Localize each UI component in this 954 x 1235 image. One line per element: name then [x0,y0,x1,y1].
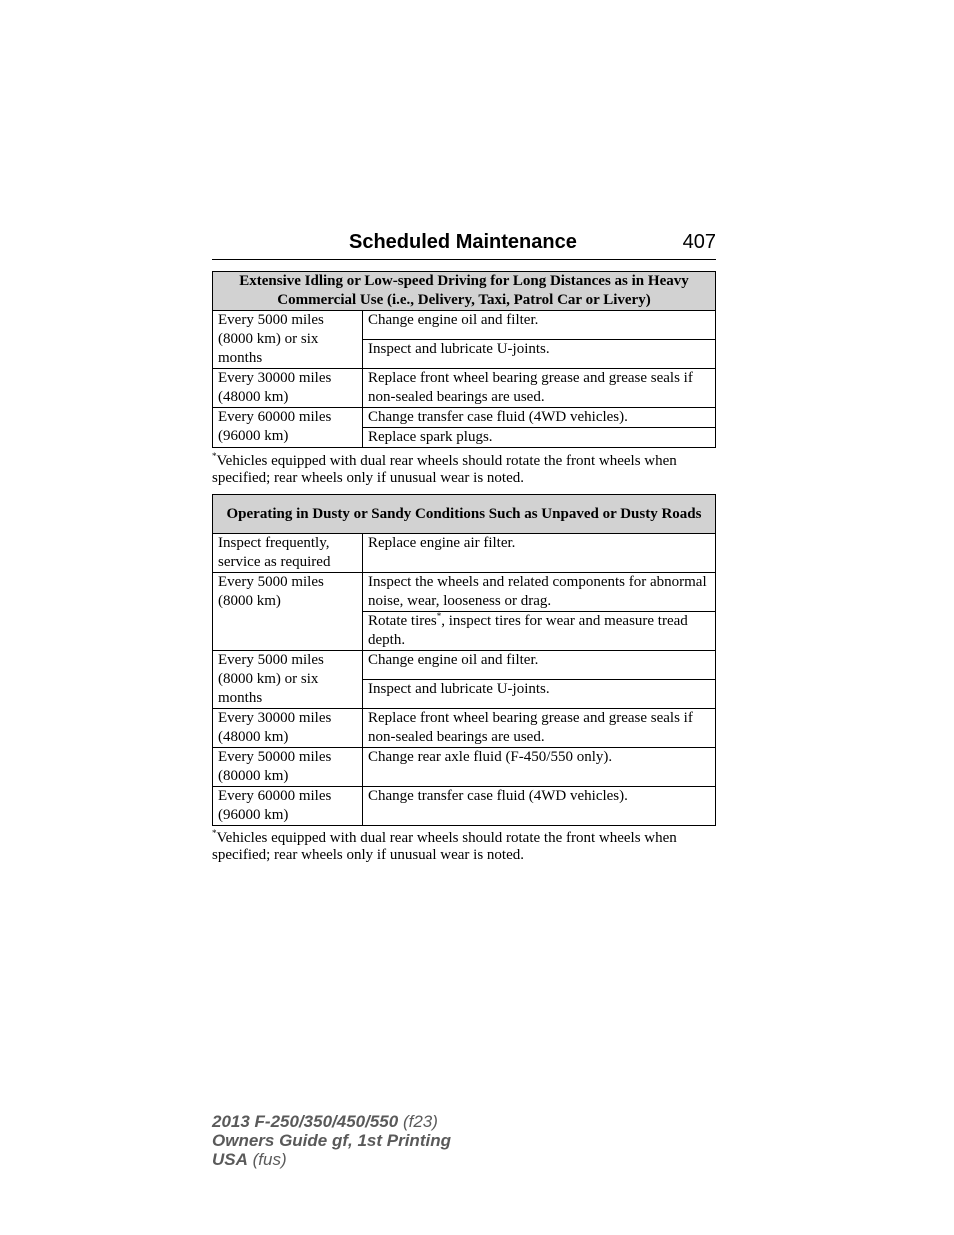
interval-cell: Every 5000 miles (8000 km) or six months [213,651,363,709]
interval-cell: Every 30000 miles (48000 km) [213,369,363,408]
task-cell: Replace spark plugs. [363,428,716,448]
task-cell: Change rear axle fluid (F-450/550 only). [363,748,716,787]
table-row [213,408,716,428]
footer-model-code: (f23) [402,1112,438,1131]
table-row [213,748,716,787]
task-cell: Replace front wheel bearing grease and grease seals if non-sealed bearings are used. [363,709,716,748]
table-row [213,709,716,748]
footnote-marker: * [212,828,217,838]
table-row [213,651,716,680]
task-cell: Inspect and lubricate U-joints. [363,340,716,369]
interval-cell: Every 30000 miles (48000 km) [213,709,363,748]
table-heading: Extensive Idling or Low-speed Driving for Long Distances as in Heavy Commercial Use (i.e., Delivery, Taxi, Patrol Car or Livery) [213,272,716,311]
task-cell: Change transfer case fluid (4WD vehicles). [363,787,716,826]
footer-market: USA [212,1150,248,1169]
task-cell: Replace engine air filter. [363,534,716,573]
section-title: Scheduled Maintenance [349,231,577,253]
table-row [213,573,716,612]
table-row [213,311,716,340]
task-cell: Change engine oil and filter. [363,311,716,340]
interval-cell: Every 5000 miles (8000 km) or six months [213,311,363,369]
task-cell: Change transfer case fluid (4WD vehicles). [363,408,716,428]
task-cell: Change engine oil and filter. [363,651,716,680]
footer-market-code: (fus) [252,1150,287,1169]
interval-cell: Inspect frequently, service as required [213,534,363,573]
maintenance-table-dusty [212,494,716,826]
task-cell: Inspect and lubricate U-joints. [363,680,716,709]
page-number: 407 [682,231,716,253]
print-footer [212,1112,451,1169]
footnote-text: Vehicles equipped with dual rear wheels should rotate the front wheels when specified; rear wheels only if unusual wear is noted. [212,830,677,863]
task-cell: Inspect the wheels and related components for abnormal noise, wear, looseness or drag. [363,573,716,612]
footnote-marker: * [212,451,217,461]
footnote [212,453,716,487]
footer-edition: Owners Guide gf, 1st Printing [212,1131,451,1150]
task-cell: Rotate tires*, inspect tires for wear and measure tread depth. [363,612,716,651]
maintenance-table-idling [212,271,716,448]
footnote-marker: * [436,611,442,621]
footnote [212,830,716,864]
footer-model: 2013 F-250/350/450/550 [212,1112,399,1131]
footnote-text: Vehicles equipped with dual rear wheels should rotate the front wheels when specified; rear wheels only if unusual wear is noted. [212,453,677,486]
interval-cell: Every 60000 miles (96000 km) [213,787,363,826]
table-row [213,787,716,826]
interval-cell: Every 50000 miles (80000 km) [213,748,363,787]
task-cell: Replace front wheel bearing grease and grease seals if non-sealed bearings are used. [363,369,716,408]
interval-cell: Every 5000 miles (8000 km) [213,573,363,651]
table-row [213,369,716,408]
table-heading: Operating in Dusty or Sandy Conditions Such as Unpaved or Dusty Roads [213,495,716,534]
table-row [213,534,716,573]
interval-cell: Every 60000 miles (96000 km) [213,408,363,448]
page-header [212,229,716,260]
